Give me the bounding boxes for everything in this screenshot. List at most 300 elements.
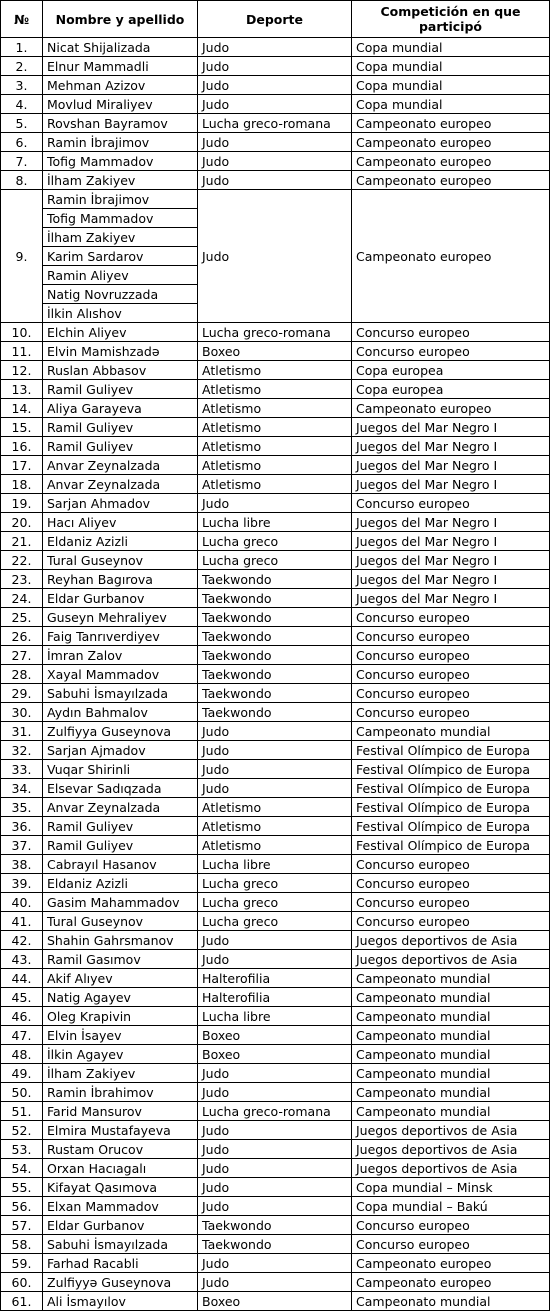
athlete-name: Orxan Hacıagalı bbox=[43, 1159, 198, 1178]
row-number: 60. bbox=[1, 1273, 43, 1292]
row-number: 57. bbox=[1, 1216, 43, 1235]
sport-cell: Judo bbox=[198, 1064, 352, 1083]
row-number: 46. bbox=[1, 1007, 43, 1026]
row-number: 24. bbox=[1, 589, 43, 608]
athlete-name: Tofig Mammadov bbox=[43, 209, 198, 228]
table-row bbox=[1, 608, 550, 627]
competition-cell: Concurso europeo bbox=[352, 855, 550, 874]
row-number: 9. bbox=[1, 190, 43, 323]
row-number: 8. bbox=[1, 171, 43, 190]
row-number: 6. bbox=[1, 133, 43, 152]
athlete-name: Elnur Mammadli bbox=[43, 57, 198, 76]
row-number: 49. bbox=[1, 1064, 43, 1083]
table-row bbox=[1, 513, 550, 532]
athlete-name: Tural Guseynov bbox=[43, 912, 198, 931]
sport-cell: Judo bbox=[198, 152, 352, 171]
row-number: 51. bbox=[1, 1102, 43, 1121]
competition-cell: Concurso europeo bbox=[352, 893, 550, 912]
sport-cell: Judo bbox=[198, 1197, 352, 1216]
row-number: 2. bbox=[1, 57, 43, 76]
competition-cell: Concurso europeo bbox=[352, 1216, 550, 1235]
athlete-name: Tofig Mammadov bbox=[43, 152, 198, 171]
competition-cell: Campeonato mundial bbox=[352, 1102, 550, 1121]
row-number: 50. bbox=[1, 1083, 43, 1102]
header-row bbox=[1, 1, 550, 38]
competition-cell: Concurso europeo bbox=[352, 703, 550, 722]
athlete-name: İmran Zalov bbox=[43, 646, 198, 665]
sport-cell: Taekwondo bbox=[198, 1216, 352, 1235]
table-row bbox=[1, 475, 550, 494]
athlete-name: İlkin Alıshov bbox=[43, 304, 198, 323]
sport-cell: Boxeo bbox=[198, 1292, 352, 1311]
table-row bbox=[1, 893, 550, 912]
competition-cell: Concurso europeo bbox=[352, 627, 550, 646]
row-number: 21. bbox=[1, 532, 43, 551]
row-number: 38. bbox=[1, 855, 43, 874]
table-row bbox=[1, 969, 550, 988]
sport-cell: Judo bbox=[198, 1121, 352, 1140]
competition-cell: Campeonato europeo bbox=[352, 1254, 550, 1273]
row-number: 31. bbox=[1, 722, 43, 741]
table-row bbox=[1, 114, 550, 133]
athlete-name: Movlud Miraliyev bbox=[43, 95, 198, 114]
table-row bbox=[1, 399, 550, 418]
athlete-name: Ramin İbrajimov bbox=[43, 133, 198, 152]
sport-cell: Lucha greco bbox=[198, 532, 352, 551]
sport-cell: Judo bbox=[198, 76, 352, 95]
competition-cell: Copa europea bbox=[352, 361, 550, 380]
athlete-name: Sarjan Ajmadov bbox=[43, 741, 198, 760]
sport-cell: Lucha libre bbox=[198, 1007, 352, 1026]
table-row bbox=[1, 323, 550, 342]
row-number: 13. bbox=[1, 380, 43, 399]
competition-cell: Concurso europeo bbox=[352, 608, 550, 627]
competition-cell: Campeonato europeo bbox=[352, 399, 550, 418]
athlete-name: İlham Zakiyev bbox=[43, 228, 198, 247]
competition-cell: Juegos deportivos de Asia bbox=[352, 950, 550, 969]
athlete-name: Sarjan Ahmadov bbox=[43, 494, 198, 513]
athlete-name: Ramin İbrahimov bbox=[43, 1083, 198, 1102]
table-row bbox=[1, 1159, 550, 1178]
sport-cell: Halterofilia bbox=[198, 969, 352, 988]
row-number: 17. bbox=[1, 456, 43, 475]
competition-cell: Campeonato europeo bbox=[352, 171, 550, 190]
competition-cell: Festival Olímpico de Europa bbox=[352, 836, 550, 855]
sport-cell: Atletismo bbox=[198, 399, 352, 418]
table-row bbox=[1, 532, 550, 551]
sport-cell: Judo bbox=[198, 38, 352, 57]
competition-cell: Campeonato mundial bbox=[352, 988, 550, 1007]
sport-cell: Judo bbox=[198, 760, 352, 779]
athlete-name: Eldaniz Azizli bbox=[43, 874, 198, 893]
competition-cell: Campeonato mundial bbox=[352, 1064, 550, 1083]
athlete-name: İlkin Agayev bbox=[43, 1045, 198, 1064]
header-number: № bbox=[1, 1, 43, 38]
sport-cell: Taekwondo bbox=[198, 608, 352, 627]
sport-cell: Atletismo bbox=[198, 437, 352, 456]
table-row bbox=[1, 741, 550, 760]
row-number: 10. bbox=[1, 323, 43, 342]
competition-cell: Festival Olímpico de Europa bbox=[352, 760, 550, 779]
row-number: 35. bbox=[1, 798, 43, 817]
row-number: 47. bbox=[1, 1026, 43, 1045]
row-number: 26. bbox=[1, 627, 43, 646]
table-row bbox=[1, 627, 550, 646]
sport-cell: Taekwondo bbox=[198, 703, 352, 722]
table-row bbox=[1, 1273, 550, 1292]
competition-cell: Campeonato mundial bbox=[352, 1083, 550, 1102]
header-sport: Deporte bbox=[198, 1, 352, 38]
table-row bbox=[1, 798, 550, 817]
athlete-name: Farhad Racabli bbox=[43, 1254, 198, 1273]
competition-cell: Campeonato mundial bbox=[352, 722, 550, 741]
sport-cell: Lucha greco bbox=[198, 551, 352, 570]
sport-cell: Lucha greco-romana bbox=[198, 114, 352, 133]
athlete-name: Ramil Guliyev bbox=[43, 437, 198, 456]
table-row bbox=[1, 1197, 550, 1216]
competition-cell: Juegos del Mar Negro I bbox=[352, 589, 550, 608]
athlete-name: Shahin Gahrsmanov bbox=[43, 931, 198, 950]
sport-cell: Atletismo bbox=[198, 817, 352, 836]
competition-cell: Campeonato europeo bbox=[352, 114, 550, 133]
athlete-name: Sabuhi İsmayılzada bbox=[43, 1235, 198, 1254]
athlete-name: Elxan Mammadov bbox=[43, 1197, 198, 1216]
table-row bbox=[1, 1292, 550, 1311]
row-number: 28. bbox=[1, 665, 43, 684]
sport-cell: Taekwondo bbox=[198, 627, 352, 646]
sport-cell: Judo bbox=[198, 1159, 352, 1178]
athlete-name: Natig Agayev bbox=[43, 988, 198, 1007]
competition-cell: Juegos deportivos de Asia bbox=[352, 931, 550, 950]
row-number: 3. bbox=[1, 76, 43, 95]
table-row bbox=[1, 684, 550, 703]
sport-cell: Judo bbox=[198, 1254, 352, 1273]
competition-cell: Concurso europeo bbox=[352, 874, 550, 893]
competition-cell: Juegos del Mar Negro I bbox=[352, 513, 550, 532]
sport-cell: Lucha greco bbox=[198, 893, 352, 912]
sport-cell: Judo bbox=[198, 779, 352, 798]
table-row bbox=[1, 76, 550, 95]
athlete-name: Aliya Garayeva bbox=[43, 399, 198, 418]
sport-cell: Atletismo bbox=[198, 836, 352, 855]
athlete-name: Rovshan Bayramov bbox=[43, 114, 198, 133]
table-row bbox=[1, 418, 550, 437]
competition-cell: Concurso europeo bbox=[352, 912, 550, 931]
competition-cell: Campeonato mundial bbox=[352, 969, 550, 988]
sport-cell: Judo bbox=[198, 190, 352, 323]
row-number: 55. bbox=[1, 1178, 43, 1197]
competition-cell: Campeonato europeo bbox=[352, 190, 550, 323]
sport-cell: Atletismo bbox=[198, 361, 352, 380]
sport-cell: Taekwondo bbox=[198, 684, 352, 703]
row-number: 32. bbox=[1, 741, 43, 760]
sport-cell: Judo bbox=[198, 741, 352, 760]
competition-cell: Copa mundial bbox=[352, 95, 550, 114]
row-number: 1. bbox=[1, 38, 43, 57]
athlete-name: Aydın Bahmalov bbox=[43, 703, 198, 722]
athlete-name: Elvin Mamishzadə bbox=[43, 342, 198, 361]
table-row bbox=[1, 855, 550, 874]
row-number: 23. bbox=[1, 570, 43, 589]
sport-cell: Atletismo bbox=[198, 456, 352, 475]
row-number: 29. bbox=[1, 684, 43, 703]
athlete-name: Nicat Shijalizada bbox=[43, 38, 198, 57]
competition-cell: Concurso europeo bbox=[352, 323, 550, 342]
row-number: 14. bbox=[1, 399, 43, 418]
table-row bbox=[1, 988, 550, 1007]
table-row bbox=[1, 665, 550, 684]
table-row bbox=[1, 760, 550, 779]
sport-cell: Atletismo bbox=[198, 798, 352, 817]
sport-cell: Taekwondo bbox=[198, 589, 352, 608]
table-row bbox=[1, 950, 550, 969]
athlete-name: Faig Tanrıverdiyev bbox=[43, 627, 198, 646]
row-number: 12. bbox=[1, 361, 43, 380]
table-row bbox=[1, 1083, 550, 1102]
sport-cell: Judo bbox=[198, 722, 352, 741]
athlete-name: Gasim Mahammadov bbox=[43, 893, 198, 912]
row-number: 22. bbox=[1, 551, 43, 570]
competition-cell: Concurso europeo bbox=[352, 684, 550, 703]
athlete-name: Elmira Mustafayeva bbox=[43, 1121, 198, 1140]
row-number: 48. bbox=[1, 1045, 43, 1064]
competition-cell: Juegos del Mar Negro I bbox=[352, 570, 550, 589]
competition-cell: Campeonato mundial bbox=[352, 1007, 550, 1026]
athlete-name: Hacı Aliyev bbox=[43, 513, 198, 532]
competition-cell: Campeonato mundial bbox=[352, 1292, 550, 1311]
sport-cell: Judo bbox=[198, 171, 352, 190]
sport-cell: Atletismo bbox=[198, 418, 352, 437]
competition-cell: Juegos del Mar Negro I bbox=[352, 437, 550, 456]
sport-cell: Judo bbox=[198, 133, 352, 152]
competition-cell: Concurso europeo bbox=[352, 494, 550, 513]
table-row bbox=[1, 1102, 550, 1121]
sport-cell: Lucha greco bbox=[198, 912, 352, 931]
athlete-name: Zulfiyyə Guseynova bbox=[43, 1273, 198, 1292]
table-row bbox=[1, 1140, 550, 1159]
table-row bbox=[1, 380, 550, 399]
table-row bbox=[1, 779, 550, 798]
sport-cell: Taekwondo bbox=[198, 570, 352, 589]
table-row bbox=[1, 437, 550, 456]
competition-cell: Concurso europeo bbox=[352, 646, 550, 665]
sport-cell: Taekwondo bbox=[198, 1235, 352, 1254]
athlete-name: Natig Novruzzada bbox=[43, 285, 198, 304]
competition-cell: Concurso europeo bbox=[352, 342, 550, 361]
row-number: 45. bbox=[1, 988, 43, 1007]
sport-cell: Judo bbox=[198, 1178, 352, 1197]
competition-cell: Copa mundial – Minsk bbox=[352, 1178, 550, 1197]
athlete-name: Eldaniz Azizli bbox=[43, 532, 198, 551]
athlete-name: Ruslan Abbasov bbox=[43, 361, 198, 380]
table-row bbox=[1, 1254, 550, 1273]
athlete-name: Oleg Krapivin bbox=[43, 1007, 198, 1026]
table-row bbox=[1, 646, 550, 665]
row-number: 20. bbox=[1, 513, 43, 532]
athlete-name: Eldar Gurbanov bbox=[43, 589, 198, 608]
competition-cell: Juegos deportivos de Asia bbox=[352, 1121, 550, 1140]
table-row bbox=[1, 95, 550, 114]
row-number: 33. bbox=[1, 760, 43, 779]
row-number: 58. bbox=[1, 1235, 43, 1254]
competition-cell: Campeonato europeo bbox=[352, 133, 550, 152]
row-number: 59. bbox=[1, 1254, 43, 1273]
sport-cell: Halterofilia bbox=[198, 988, 352, 1007]
athlete-name: Guseyn Mehraliyev bbox=[43, 608, 198, 627]
sport-cell: Judo bbox=[198, 931, 352, 950]
competition-cell: Festival Olímpico de Europa bbox=[352, 741, 550, 760]
competition-cell: Juegos deportivos de Asia bbox=[352, 1159, 550, 1178]
athlete-name: İlham Zakiyev bbox=[43, 171, 198, 190]
athlete-name: Elvin İsayev bbox=[43, 1026, 198, 1045]
table-row bbox=[1, 38, 550, 57]
row-number: 16. bbox=[1, 437, 43, 456]
sport-cell: Taekwondo bbox=[198, 665, 352, 684]
table-row bbox=[1, 1235, 550, 1254]
table-body bbox=[1, 38, 550, 1311]
athlete-name: Cabrayıl Hasanov bbox=[43, 855, 198, 874]
table-row bbox=[1, 190, 550, 209]
row-number: 36. bbox=[1, 817, 43, 836]
sport-cell: Judo bbox=[198, 1140, 352, 1159]
sport-cell: Boxeo bbox=[198, 342, 352, 361]
row-number: 41. bbox=[1, 912, 43, 931]
athlete-name: Ramil Guliyev bbox=[43, 836, 198, 855]
row-number: 44. bbox=[1, 969, 43, 988]
row-number: 27. bbox=[1, 646, 43, 665]
row-number: 40. bbox=[1, 893, 43, 912]
sport-cell: Judo bbox=[198, 1083, 352, 1102]
header-competition: Competición en que participó bbox=[352, 1, 550, 38]
row-number: 52. bbox=[1, 1121, 43, 1140]
competition-cell: Festival Olímpico de Europa bbox=[352, 779, 550, 798]
table-row bbox=[1, 342, 550, 361]
sport-cell: Judo bbox=[198, 494, 352, 513]
athlete-name: Anvar Zeynalzada bbox=[43, 475, 198, 494]
table-row bbox=[1, 494, 550, 513]
competition-cell: Campeonato mundial bbox=[352, 1045, 550, 1064]
athlete-name: Farid Mansurov bbox=[43, 1102, 198, 1121]
row-number: 30. bbox=[1, 703, 43, 722]
table-row bbox=[1, 817, 550, 836]
competition-cell: Copa mundial – Bakú bbox=[352, 1197, 550, 1216]
athlete-name: Ali İsmayılov bbox=[43, 1292, 198, 1311]
competition-cell: Copa mundial bbox=[352, 76, 550, 95]
competition-cell: Juegos del Mar Negro I bbox=[352, 532, 550, 551]
sport-cell: Boxeo bbox=[198, 1045, 352, 1064]
table-row bbox=[1, 874, 550, 893]
competition-cell: Festival Olímpico de Europa bbox=[352, 798, 550, 817]
sport-cell: Atletismo bbox=[198, 475, 352, 494]
sport-cell: Judo bbox=[198, 1273, 352, 1292]
table-row bbox=[1, 589, 550, 608]
athlete-name: İlham Zakiyev bbox=[43, 1064, 198, 1083]
athlete-name: Reyhan Bagırova bbox=[43, 570, 198, 589]
competition-cell: Campeonato europeo bbox=[352, 1273, 550, 1292]
sport-cell: Boxeo bbox=[198, 1026, 352, 1045]
sport-cell: Judo bbox=[198, 95, 352, 114]
competition-cell: Juegos deportivos de Asia bbox=[352, 1140, 550, 1159]
row-number: 15. bbox=[1, 418, 43, 437]
table-row bbox=[1, 722, 550, 741]
sport-cell: Taekwondo bbox=[198, 646, 352, 665]
row-number: 39. bbox=[1, 874, 43, 893]
table-row bbox=[1, 912, 550, 931]
table-row bbox=[1, 152, 550, 171]
sport-cell: Lucha greco-romana bbox=[198, 1102, 352, 1121]
athlete-name: Anvar Zeynalzada bbox=[43, 798, 198, 817]
row-number: 18. bbox=[1, 475, 43, 494]
table-row bbox=[1, 1216, 550, 1235]
sport-cell: Lucha libre bbox=[198, 513, 352, 532]
athlete-name: Ramil Guliyev bbox=[43, 380, 198, 399]
competition-cell: Juegos del Mar Negro I bbox=[352, 475, 550, 494]
table-row bbox=[1, 551, 550, 570]
table-row bbox=[1, 1045, 550, 1064]
athlete-name: Xayal Mammadov bbox=[43, 665, 198, 684]
row-number: 61. bbox=[1, 1292, 43, 1311]
athlete-name: Kifayat Qasımova bbox=[43, 1178, 198, 1197]
competition-cell: Copa mundial bbox=[352, 38, 550, 57]
competition-cell: Campeonato europeo bbox=[352, 152, 550, 171]
competition-cell: Juegos del Mar Negro I bbox=[352, 456, 550, 475]
athlete-name: Karim Sardarov bbox=[43, 247, 198, 266]
row-number: 25. bbox=[1, 608, 43, 627]
sport-cell: Judo bbox=[198, 950, 352, 969]
table-row bbox=[1, 836, 550, 855]
row-number: 4. bbox=[1, 95, 43, 114]
competition-cell: Copa mundial bbox=[352, 57, 550, 76]
row-number: 56. bbox=[1, 1197, 43, 1216]
row-number: 34. bbox=[1, 779, 43, 798]
row-number: 54. bbox=[1, 1159, 43, 1178]
table-row bbox=[1, 1178, 550, 1197]
row-number: 43. bbox=[1, 950, 43, 969]
sport-cell: Lucha libre bbox=[198, 855, 352, 874]
athlete-name: Tural Guseynov bbox=[43, 551, 198, 570]
table-row bbox=[1, 1026, 550, 1045]
row-number: 37. bbox=[1, 836, 43, 855]
competition-cell: Concurso europeo bbox=[352, 665, 550, 684]
athlete-name: Ramil Guliyev bbox=[43, 817, 198, 836]
sport-cell: Lucha greco-romana bbox=[198, 323, 352, 342]
athlete-name: Mehman Azizov bbox=[43, 76, 198, 95]
table-row bbox=[1, 57, 550, 76]
table-row bbox=[1, 703, 550, 722]
row-number: 11. bbox=[1, 342, 43, 361]
athlete-name: Ramin Aliyev bbox=[43, 266, 198, 285]
table-row bbox=[1, 1121, 550, 1140]
athlete-name: Elchin Aliyev bbox=[43, 323, 198, 342]
table-row bbox=[1, 456, 550, 475]
row-number: 42. bbox=[1, 931, 43, 950]
athlete-name: Anvar Zeynalzada bbox=[43, 456, 198, 475]
table-row bbox=[1, 931, 550, 950]
table-row bbox=[1, 361, 550, 380]
header-name: Nombre y apellido bbox=[43, 1, 198, 38]
competition-cell: Juegos del Mar Negro I bbox=[352, 418, 550, 437]
row-number: 53. bbox=[1, 1140, 43, 1159]
athlete-name: Elsevar Sadıqzada bbox=[43, 779, 198, 798]
sport-cell: Lucha greco bbox=[198, 874, 352, 893]
table-row bbox=[1, 171, 550, 190]
athlete-name: Rustam Orucov bbox=[43, 1140, 198, 1159]
table-row bbox=[1, 1007, 550, 1026]
athlete-name: Ramil Gasımov bbox=[43, 950, 198, 969]
row-number: 5. bbox=[1, 114, 43, 133]
competition-cell: Festival Olímpico de Europa bbox=[352, 817, 550, 836]
athlete-name: Akif Alıyev bbox=[43, 969, 198, 988]
